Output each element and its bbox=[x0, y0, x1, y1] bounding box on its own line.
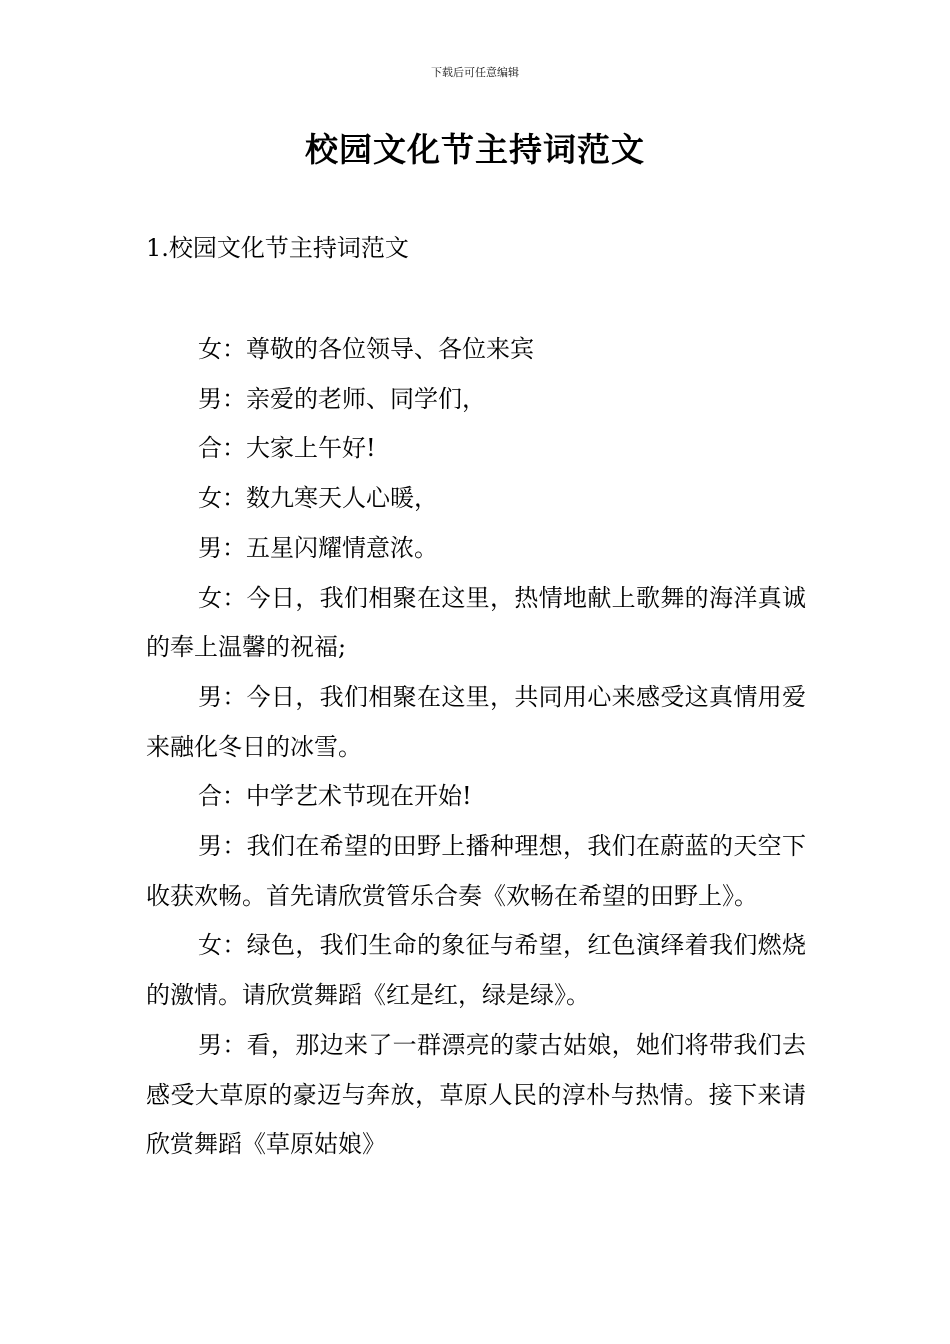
paragraph: 男：五星闪耀情意浓。 bbox=[198, 533, 438, 562]
document-title: 校园文化节主持词范文 bbox=[305, 130, 645, 169]
paragraph: 男：亲爱的老师、同学们， bbox=[198, 384, 486, 413]
header-note: 下载后可任意编辑 bbox=[431, 66, 519, 79]
paragraph: 男：我们在希望的田野上播种理想，我们在蔚蓝的天空下收获欢畅。首先请欣赏管乐合奏《欢畅在希望的田野上》。 bbox=[146, 832, 806, 910]
document-body bbox=[146, 325, 806, 1170]
paragraph: 合：大家上午好! bbox=[198, 434, 376, 463]
section-heading: 1.校园文化节主持词范文 bbox=[146, 234, 409, 262]
paragraph: 合：中学艺术节现在开始! bbox=[198, 782, 472, 811]
paragraph: 女：尊敬的各位领导、各位来宾 bbox=[198, 335, 534, 363]
paragraph: 男：看，那边来了一群漂亮的蒙古姑娘，她们将带我们去感受大草原的豪迈与奔放，草原人民的淳朴与热情。接下来请欣赏舞蹈《草原姑娘》 bbox=[146, 1030, 806, 1159]
paragraph: 女：今日，我们相聚在这里，热情地献上歌舞的海洋真诚的奉上温馨的祝福; bbox=[146, 583, 806, 662]
paragraph: 女：数九寒天人心暖， bbox=[198, 484, 438, 513]
paragraph: 男：今日，我们相聚在这里，共同用心来感受这真情用爱来融化冬日的冰雪。 bbox=[146, 682, 806, 761]
paragraph: 女：绿色，我们生命的象征与希望，红色演绎着我们燃烧的激情。请欣赏舞蹈《红是红，绿是绿》。 bbox=[146, 931, 806, 1010]
